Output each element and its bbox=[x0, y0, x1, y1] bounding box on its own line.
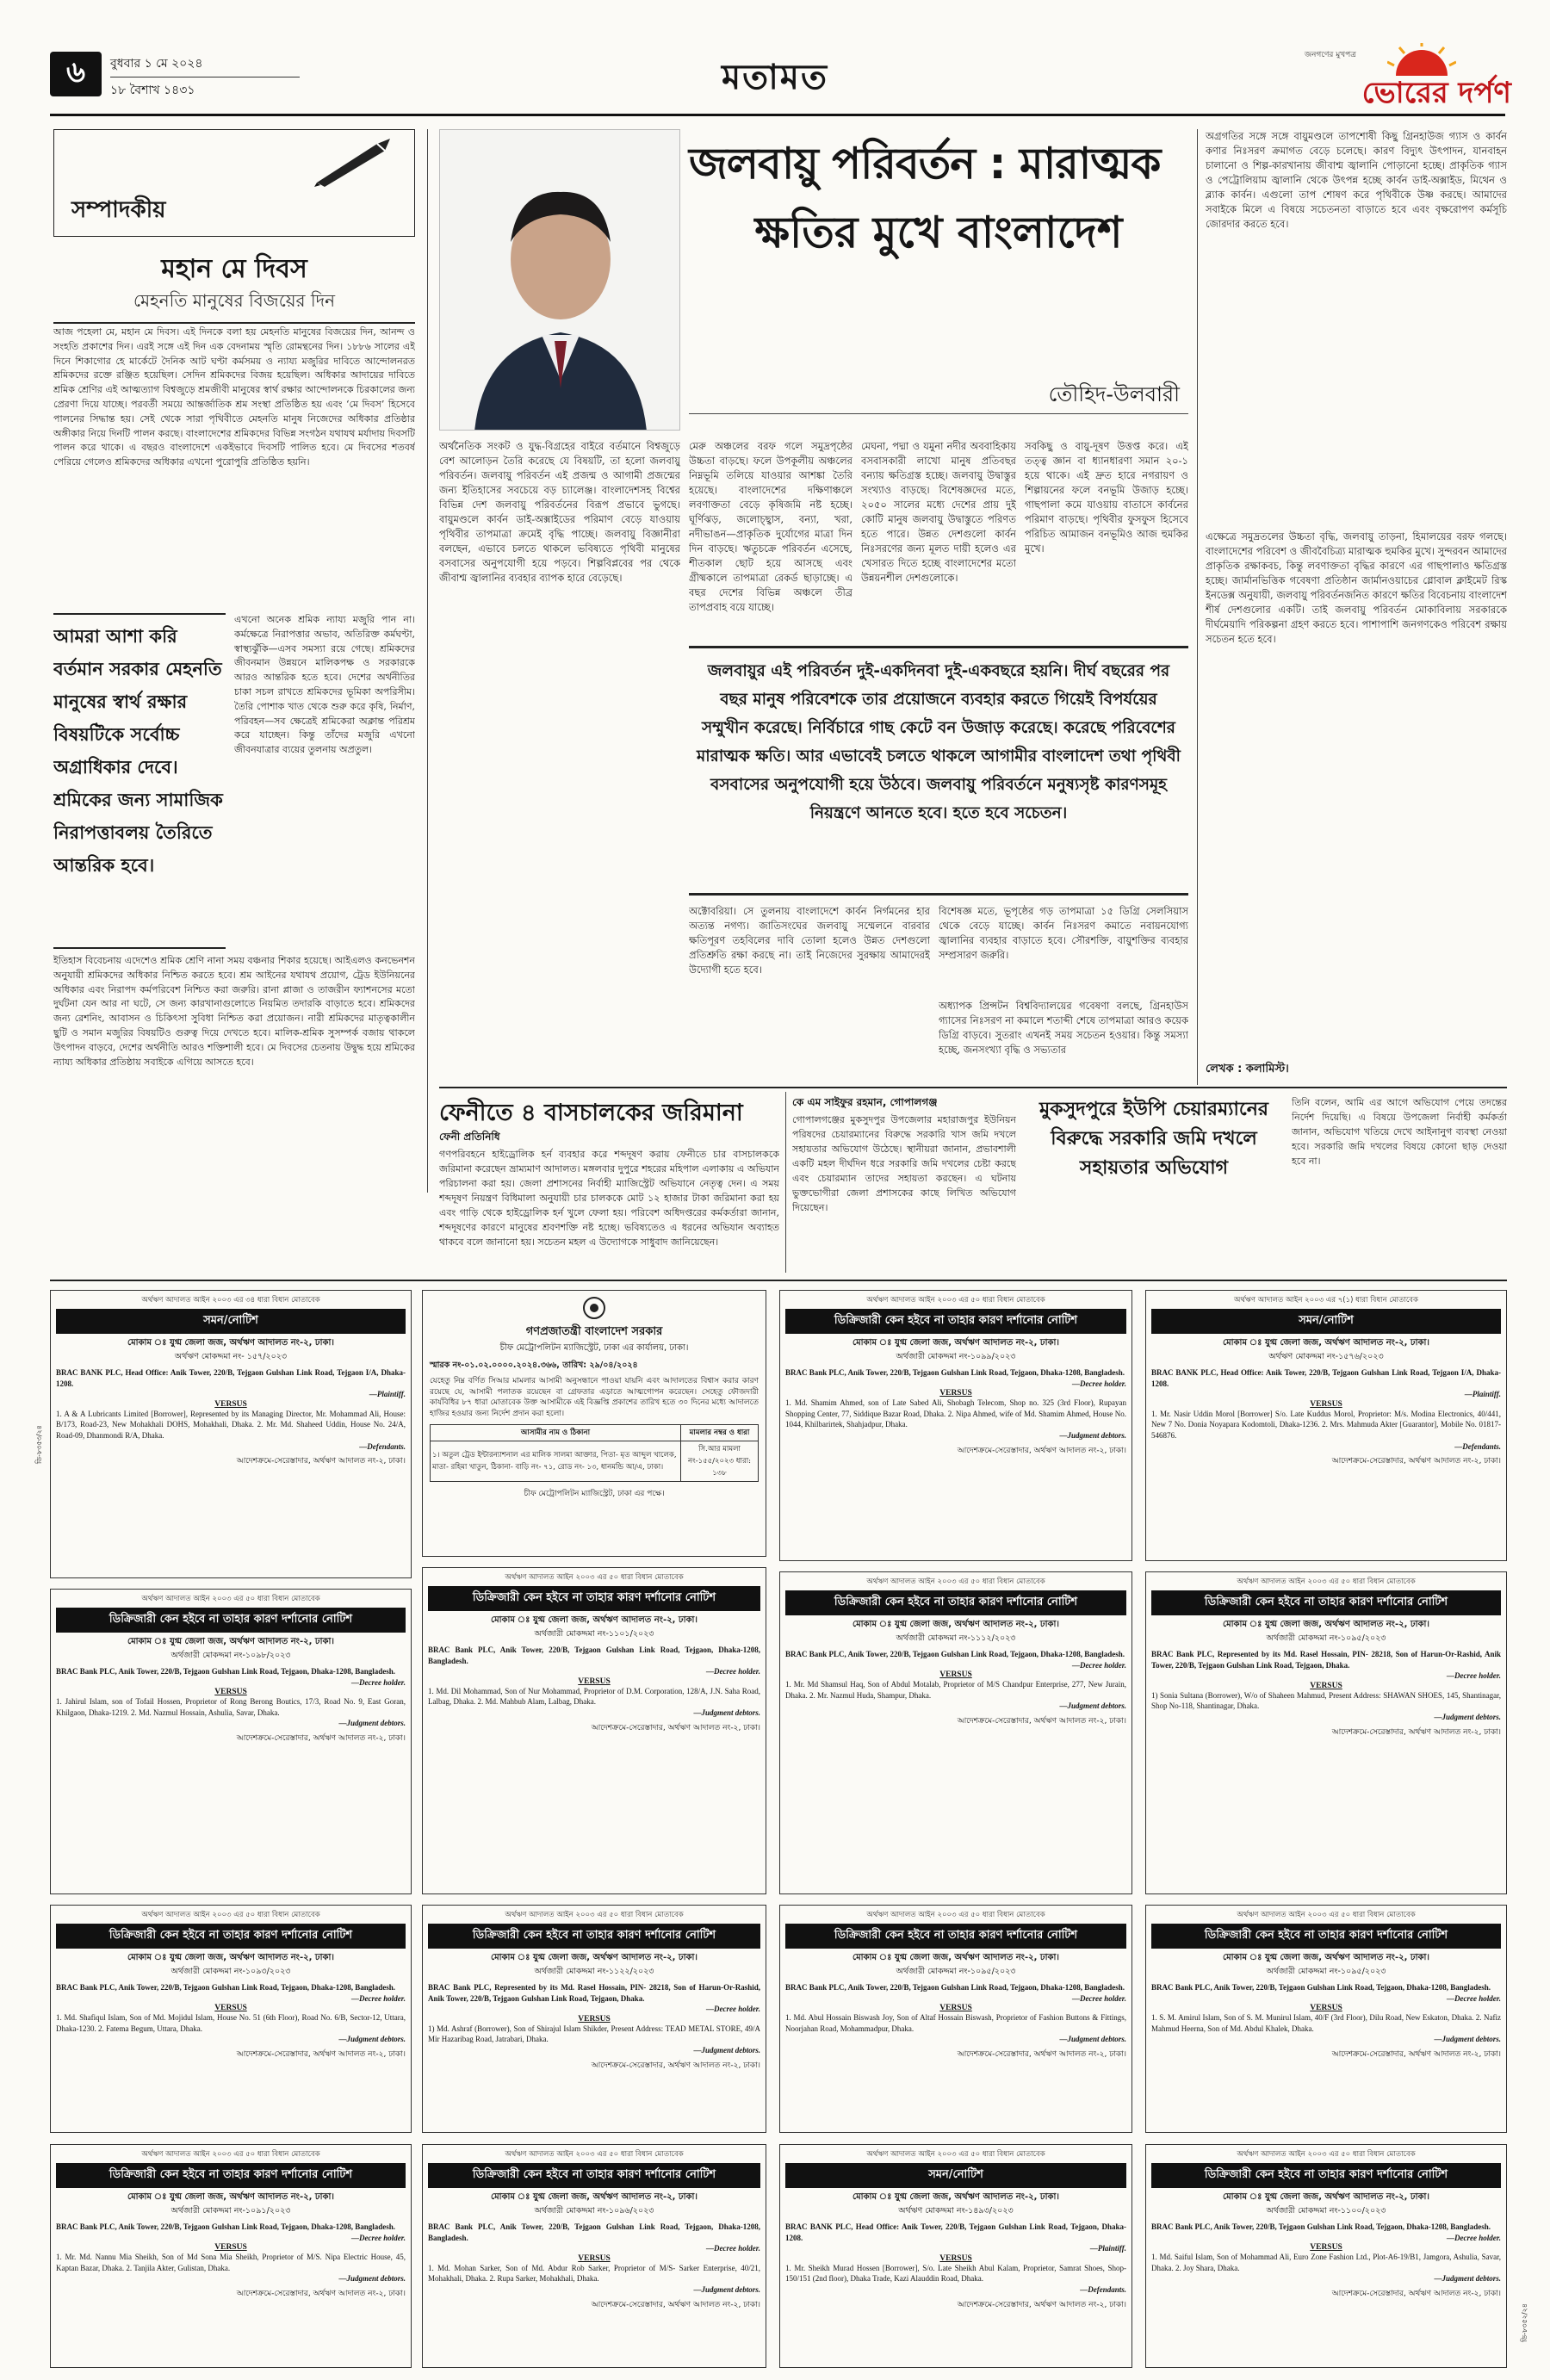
notice-plaintiff: BRAC Bank PLC, Anik Tower, 220/B, Tejgaon Gulshan Link Road, Tejgaon, Dhaka-1208, Bangladesh. bbox=[428, 2222, 760, 2242]
notice-case-number: অর্থজারী মোকদ্দমা নং-১০৯৫/২০২৩ bbox=[896, 1967, 1016, 1976]
notice-heading: ডিক্রিজারী কেন হইবে না তাহার কারণ দর্শানোর নোটিশ bbox=[1151, 1590, 1501, 1615]
legal-notice bbox=[50, 1290, 412, 1578]
lead-author: তৌহিদ-উলবারী bbox=[1048, 382, 1180, 406]
notice-role: —Judgment debtors. bbox=[1059, 1430, 1126, 1440]
notice-court: মোকাম ঃ যুগ্ম জেলা জজ, অর্থঋণ আদালত নং-২, ঢাকা। bbox=[127, 2192, 334, 2202]
legal-notice bbox=[1145, 2144, 1507, 2368]
notice-footer: আদেশক্রমে-সেরেস্তাদার, অর্থঋণ আদালত নং-২, ঢাকা। bbox=[591, 2300, 760, 2309]
notice-plaintiff: BRAC Bank PLC, Anik Tower, 220/B, Tejgaon Gulshan Link Road, Tejgaon, Dhaka-1208, Bangladesh. bbox=[56, 1667, 396, 1676]
lead-title bbox=[689, 129, 1188, 276]
notice-law: অর্থঋণ আদালত আইন ২০০৩ এর ৭(১) ধারা বিধান মোতাবেক bbox=[1234, 1296, 1418, 1305]
bangladesh-emblem-icon bbox=[430, 1296, 759, 1323]
notice-defendant: 1. Md. Saiful Islam, Son of Mohammad Ali, Euro Zone Fashion Ltd., Plot-A6-19/B1, Jamgora, Ashulia, Savar, Dhaka. 2. Joy Shara, Dhaka. bbox=[1151, 2253, 1501, 2272]
notice-versus: VERSUS bbox=[578, 1677, 611, 1686]
notice-court: মোকাম ঃ যুগ্ম জেলা জজ, অর্থঋণ আদালত নং-২, ঢাকা। bbox=[491, 1615, 698, 1625]
govt-table-head-a: আসামীর নাম ও ঠিকানা bbox=[431, 1425, 681, 1441]
notice-role: —Decree holder. bbox=[1447, 2233, 1501, 2242]
notice-plaintiff: BRAC Bank PLC, Anik Tower, 220/B, Tejgaon Gulshan Link Road, Tejgaon, Dhaka-1208, Bangladesh. bbox=[785, 1368, 1125, 1377]
notice-role: —Decree holder. bbox=[1072, 1660, 1126, 1670]
notice-footer: আদেশক্রমে-সেরেস্তাদার, অর্থঋণ আদালত নং-২, ঢাকা। bbox=[236, 1733, 406, 1743]
ads-top-rule bbox=[50, 1280, 1507, 1281]
notice-heading: ডিক্রিজারী কেন হইবে না তাহার কারণ দর্শানোর নোটিশ bbox=[785, 1309, 1126, 1334]
notice-role: —Judgment debtors. bbox=[1059, 1701, 1126, 1711]
legal-notice bbox=[1145, 1905, 1507, 2133]
lead-col-a: অর্থনৈতিক সংকট ও যুদ্ধ-বিগ্রহের বাইরে বর্তমানে বিশ্বজুড়ে বেশ আলোড়ন তৈরি করেছে যে বিষয়টি, তা হলো জলবায়ু পরিবর্তন। জলবায়ু পরিবর্তন এই প্রজন্ম ও আগামী প্রজন্মের জন্য ইতিহাসের সবচেয়ে বড় চ্যালেঞ্জ। বাংলাদেশসহ বিশ্বের বিভিন্ন দেশ জলবায়ু পরিবর্তনের বিরূপ প্রভাবে ভুগছে। বায়ুমণ্ডলে কার্বন ডাই-অক্সাইডের পরিমাণ বেড়ে যাওয়ায় পৃথিবীর তাপমাত্রা ক্রমেই বৃদ্ধি পাচ্ছে। জলবায়ু বিজ্ঞানীরা বলছেন, এভাবে চলতে থাকলে ভবিষ্যতে পৃথিবী মানুষের বসবাসের অনুপযোগী হয়ে পড়বে। শিল্পবিপ্লবের পর থেকে জীবাশ্ম জ্বালানির ব্যবহার ব্যাপক হারে বেড়েছে। bbox=[439, 440, 680, 584]
notice-court: মোকাম ঃ যুগ্ম জেলা জজ, অর্থঋণ আদালত নং-২, ঢাকা। bbox=[1223, 1620, 1429, 1629]
notice-defendant: 1. Mr. Md Shamsul Haq, Son of Abdul Motalab, Proprietor of M/S Chandpur Enterprise, 277, New Jurain, Dhaka. 2. Mr. Nazmul Huda, Shampur, Dhaka. bbox=[785, 1680, 1126, 1700]
editorial-title: মহান মে দিবস bbox=[161, 254, 307, 284]
editorial-body-3: ইতিহাস বিবেচনায় এদেশেও শ্রমিক শ্রেণি নানা সময় বঞ্চনার শিকার হয়েছে। আইএলও কনভেনশন অনুযায়ী শ্রমিকদের অধিকার নিশ্চিত করতে হবে। শ্রম আইনের যথাযথ প্রয়োগ, ট্রেড ইউনিয়নের অধিকার এবং নিরাপদ কর্মপরিবেশ নিশ্চিত করা জরুরি। রানা প্লাজা ও তাজরীন ফ্যাশনসের মতো দুর্ঘটনা যেন আর না ঘটে, সে জন্য কারখানাগুলোতে নিয়মিত তদারকি বাড়াতে হবে। শ্রমিকদের জন্য রেশনিং, আবাসন ও চিকিৎসা সুবিধা নিশ্চিত করা প্রয়োজন। নারী শ্রমিকদের মাতৃত্বকালীন ছুটি ও সমান মজুরির বিষয়টিও গুরুত্ব দিয়ে দেখতে হবে। মালিক-শ্রমিক সুসম্পর্ক বজায় থাকলে উৎপাদন বাড়বে, দেশের অর্থনীতি আরও শক্তিশালী হবে। মে দিবসের চেতনায় উদ্বুদ্ধ হয়ে শ্রমিকের ন্যায্য অধিকার প্রতিষ্ঠায় সবাইকে এগিয়ে আসতে হবে। bbox=[53, 955, 415, 1068]
notice-heading: ডিক্রিজারী কেন হইবে না তাহার কারণ দর্শানোর নোটিশ bbox=[1151, 1924, 1501, 1949]
notice-law: অর্থঋণ আদালত আইন ২০০৩ এর ৩৪ ধারা বিধান মোতাবেক bbox=[141, 1296, 320, 1305]
notice-court: মোকাম ঃ যুগ্ম জেলা জজ, অর্থঋণ আদালত নং-২, ঢাকা। bbox=[852, 1953, 1059, 1962]
notice-role: —Decree holder. bbox=[351, 1993, 406, 2003]
notice-footer: আদেশক্রমে-সেরেস্তাদার, অর্থঋণ আদালত নং-২, ঢাকা। bbox=[591, 1723, 760, 1732]
page-number-badge bbox=[50, 52, 102, 96]
govt-table-head-b: মামলার নম্বর ও ধারা bbox=[681, 1425, 759, 1441]
notice-footer: আদেশক্রমে-সেরেস্তাদার, অর্থঋণ আদালত নং-২, ঢাকা। bbox=[591, 2061, 760, 2070]
notice-defendant: 1. Md. Dil Mohammad, Son of Nur Mohammad, Proprietor of D.M. Corporation, 128/A, J.N. Saha Road, Lalbag, Dhaka. 2. Md. Mahbub Alam, Lalbag, Dhaka. bbox=[428, 1686, 760, 1707]
notice-defendant: 1. Md. Mohan Sarker, Son of Md. Abdur Rob Sarker, Proprietor of M/S- Sarker Enterprise, 40/21, Mohakhali, Dhaka. 2. Rupa Sarker, Mohakhali, Dhaka. bbox=[428, 2263, 760, 2284]
notice-role: —Judgment debtors. bbox=[1434, 2035, 1501, 2044]
legal-notice bbox=[779, 2144, 1132, 2368]
notice-footer: আদেশক্রমে-সেরেস্তাদার, অর্থঋণ আদালত নং-২, ঢাকা। bbox=[1331, 1727, 1501, 1737]
notice-plaintiff: BRAC Bank PLC, Anik Tower, 220/B, Tejgaon Gulshan Link Road, Tejgaon, Dhaka-1208, Bangladesh. bbox=[1151, 1983, 1491, 1992]
notice-case-number: অর্থজারী মোকদ্দমা নং-১১২২/২০২৩ bbox=[534, 1967, 654, 1976]
notice-plaintiff: BRAC Bank PLC, Anik Tower, 220/B, Tejgaon Gulshan Link Road, Tejgaon, Dhaka-1208, Bangladesh. bbox=[428, 1646, 760, 1665]
notice-versus: VERSUS bbox=[939, 1389, 972, 1398]
notice-role: —Decree holder. bbox=[1447, 1993, 1501, 2003]
govt-table bbox=[430, 1424, 759, 1482]
notice-plaintiff: BRAC Bank PLC, Anik Tower, 220/B, Tejgaon Gulshan Link Road, Tejgaon, Dhaka-1208, Bangladesh. bbox=[785, 1650, 1125, 1658]
notice-law: অর্থঋণ আদালত আইন ২০০৩ এর ৫০ ধারা বিধান মোতাবেক bbox=[141, 1911, 320, 1919]
notice-law: অর্থঋণ আদালত আইন ২০০৩ এর ৫০ ধারা বিধান মোতাবেক bbox=[866, 1911, 1045, 1919]
notice-law: অর্থঋণ আদালত আইন ২০০৩ এর ৫০ ধারা বিধান মোতাবেক bbox=[141, 1595, 320, 1603]
notice-versus: VERSUS bbox=[578, 2253, 611, 2263]
notice-footer: আদেশক্রমে-সেরেস্তাদার, অর্থঋণ আদালত নং-২, ঢাকা। bbox=[1331, 2049, 1501, 2059]
legal-notice bbox=[50, 1905, 412, 2133]
notice-defendant: 1. Mr. Nasir Uddin Morol [Borrower] S/o. Late Kuddus Morol, Proprietor: M/s. Modina Electronics, 40/441, New 7 No. Donia Noyapara Kodomtoli, Dhaka-1236. 2. Mrs. Mahmuda Akter [Guarantor], Mobile No. 01817-546876. bbox=[1151, 1409, 1501, 1440]
notice-case-number: অর্থজারী মোকদ্দমা নং-১১০১/২০২৩ bbox=[534, 1629, 654, 1639]
news2-byline: কে এম সাইফুর রহমান, গোপালগঞ্জ bbox=[792, 1096, 938, 1108]
notice-law: অর্থঋণ আদালত আইন ২০০৩ এর ৫০ ধারা বিধান মোতাবেক bbox=[866, 1296, 1045, 1305]
news1-byline: ফেনী প্রতিনিধি bbox=[439, 1131, 500, 1143]
notice-footer: আদেশক্রমে-সেরেস্তাদার, অর্থঋণ আদালত নং-২, ঢাকা। bbox=[236, 2289, 406, 2298]
govt-notice bbox=[422, 1290, 766, 1557]
notice-heading: ডিক্রিজারী কেন হইবে না তাহার কারণ দর্শানোর নোটিশ bbox=[56, 1924, 406, 1949]
notice-court: মোকাম ঃ যুগ্ম জেলা জজ, অর্থঋণ আদালত নং-২, ঢাকা। bbox=[852, 1338, 1059, 1348]
date-block bbox=[110, 53, 300, 101]
notice-case-number: অর্থজারী মোকদ্দমা নং-১১০০/২০২৩ bbox=[1266, 2206, 1386, 2216]
notice-plaintiff: BRAC Bank PLC, Anik Tower, 220/B, Tejgaon Gulshan Link Road, Tejgaon, Dhaka-1208, Bangladesh. bbox=[56, 2222, 396, 2231]
notice-role: —Decree holder. bbox=[1072, 1993, 1126, 2003]
notice-footer: আদেশক্রমে-সেরেস্তাদার, অর্থঋণ আদালত নং-২, ঢাকা। bbox=[236, 2049, 406, 2059]
notice-defendant: 1. Mr. Md. Nannu Mia Sheikh, Son of Md Sona Mia Sheikh, Proprietor of M/S. Nipa Electric House, 45, Kaptan Bazar, Dhaka. 2. Tanjila Akter, Gulistan, Dhaka. bbox=[56, 2253, 406, 2272]
notice-defendant: 1. Jahirul Islam, son of Tofail Hossen, Proprietor of Rong Berong Boutics, 17/3, Road No. 9, East Goran, Khilgaon, Dhaka-1219. 2. Md. Nazmul Hossain, Ashulia, Savar, Dhaka. bbox=[56, 1697, 406, 1717]
legal-notice bbox=[1145, 1571, 1507, 1894]
notice-court: মোকাম ঃ যুগ্ম জেলা জজ, অর্থঋণ আদালত নং-২, ঢাকা। bbox=[127, 1637, 334, 1646]
legal-notice bbox=[50, 1589, 412, 1894]
legal-notice bbox=[422, 1567, 766, 1894]
column-rule bbox=[427, 129, 428, 1193]
notice-case-number: অর্থজারী মোকদ্দমা নং-১০৯৫/২০২৩ bbox=[1266, 1967, 1386, 1976]
notice-versus: VERSUS bbox=[939, 1670, 972, 1680]
notice-defendant: 1. Md. Shamim Ahmed, son of Late Sabed Ali, Shobagh Telecom, Shop no. 325 (3rd Floor), Rupayan Shopping Center, 77, Siddique Bazar Road, Dhaka. 2. Nipa Ahmed, wife of Md. Shamim Ahmed, House No. 1044, Khilbarirtek, Shahjadpur, Dhaka. bbox=[785, 1398, 1126, 1429]
editorial-body: আজ পহেলা মে, মহান মে দিবস। এই দিনকে বলা হয় মেহনতি মানুষের বিজয়ের দিন, আনন্দ ও সংহতি প্রকাশের দিন। এরই সঙ্গে এই দিন এক বেদনাময় স্মৃতি রোমন্থনের দিন। ১৮৮৬ সালের এই দিনে শিকাগোর হে মার্কেটে দৈনিক আট ঘণ্টা কর্মসময় ও ন্যায্য মজুরির দাবিতে আন্দোলনরত শ্রমিকদের রক্তে রঞ্জিত হয়েছিল। সেদিন শ্রমিকদের বিজয় হয়েছিল। অধিকার আদায়ের দাবিতে শ্রমিক শ্রেণির এই আত্মত্যাগ বিশ্বজুড়ে শ্রমজীবী মানুষের স্বার্থ রক্ষার আন্দোলনকে চিরকালের জন্য প্রেরণা দিয়ে যাচ্ছে। পরবর্তী সময়ে আন্তর্জাতিক শ্রম সংস্থা প্রতিষ্ঠিত হয় এবং ‘মে দিবস’ হিসেবে পালনের সিদ্ধান্ত হয়। সেই থেকে সারা পৃথিবীতে মেহনতি মানুষ নিজেদের অধিকার প্রতিষ্ঠার অঙ্গীকার নিয়ে দিনটি পালন করছে। বাংলাদেশের শ্রমিকদের বিভিন্ন সংগঠন যথাযথ মর্যাদায় দিবসটি পালন করে থাকে। এ বছরও বাংলাদেশে একইভাবে দিবসটি পালিত হবে। মে দিবসের শতবর্ষ পেরিয়ে গেলেও শ্রমিকদের অধিকার এখনো পুরোপুরি প্রতিষ্ঠিত হয়নি। bbox=[53, 326, 415, 468]
column-rule bbox=[785, 1092, 786, 1273]
notice-role: —Judgment debtors. bbox=[693, 2284, 760, 2294]
notice-role: —Decree holder. bbox=[1447, 1671, 1501, 1681]
legal-notice bbox=[50, 2144, 412, 2368]
notice-defendant: 1. A & A Lubricants Limited [Borrower], Represented by its Managing Director, Mr. Mohammad Ali, House: B/173, Road-23, New Mohakhali DOHS, Mohakhali, Dhaka. 2. Mr. Md. Shaheed Uddin, House No. 24/A, Road-09, Dhanmondi R/A, Dhaka. bbox=[56, 1409, 406, 1440]
author-rule bbox=[689, 413, 1188, 414]
notice-law: অর্থঋণ আদালত আইন ২০০৩ এর ৫০ ধারা বিধান মোতাবেক bbox=[1237, 1911, 1416, 1919]
notice-heading: ডিক্রিজারী কেন হইবে না তাহার কারণ দর্শানোর নোটিশ bbox=[428, 2163, 760, 2188]
lead-col-b: মেরু অঞ্চলের বরফ গলে সমুদ্রপৃষ্ঠের উচ্চতা বাড়ছে। ফলে উপকূলীয় অঞ্চলের নিম্নভূমি তলিয়ে যাওয়ার আশঙ্কা তৈরি হয়েছে। বাংলাদেশের দক্ষিণাঞ্চলে লবণাক্ততা বেড়ে কৃষিজমি নষ্ট হচ্ছে। ঘূর্ণিঝড়, জলোচ্ছ্বাস, বন্যা, খরা, নদীভাঙন—প্রাকৃতিক দুর্যোগের মাত্রা দিন দিন বাড়ছে। ঋতুচক্রে পরিবর্তন এসেছে, শীতকাল ছোট হয়ে আসছে এবং গ্রীষ্মকালে তাপমাত্রা রেকর্ড ছাড়াচ্ছে। এ বছর দেশের বিভিন্ন অঞ্চলে তীব্র তাপপ্রবাহ বয়ে যাচ্ছে। bbox=[689, 440, 852, 613]
notice-case-number: অর্থজারী মোকদ্দমা নং-১০৯১/২০২৩ bbox=[170, 2206, 291, 2216]
notice-case-number: অর্থজারী মোকদ্দমা নং-১০৯৩/২০২৩ bbox=[170, 1967, 291, 1976]
notice-footer: আদেশক্রমে-সেরেস্তাদার, অর্থঋণ আদালত নং-২, ঢাকা। bbox=[957, 2300, 1126, 2309]
lead-pullquote: জলবায়ুর এই পরিবর্তন দুই-একদিনবা দুই-একবছরে হয়নি। দীর্ঘ বছরের পর বছর মানুষ পরিবেশকে তার প্রয়োজনে ব্যবহার করতে গিয়েই বিপর্যয়ের সম্মুখীন করেছে। নির্বিচারে গাছ কেটে বন উজাড় করেছে। করেছে পরিবেশের মারাত্মক ক্ষতি। আর এভাবেই চলতে থাকলে আগামীর বাংলাদেশ তথা পৃথিবী বসবাসের অনুপযোগী হয়ে উঠবে। জলবায়ু পরিবর্তনে মনুষ্যসৃষ্ট কারণসমূহ নিয়ন্ত্রণে আনতে হবে। হতে হবে সচেতন। bbox=[697, 662, 1181, 822]
lead-col-f: বিশেষজ্ঞ মতে, ভূপৃষ্ঠের গড় তাপমাত্রা ১৫ ডিগ্রি সেলসিয়াস থেকে বেড়ে যাচ্ছে। কার্বন নিঃসরণ কমাতে নবায়নযোগ্য জ্বালানির ব্যবহার বাড়াতে হবে। সৌরশক্তি, বায়ুশক্তির ব্যবহার সম্প্রসারণ জরুরি। bbox=[939, 905, 1188, 961]
notice-role: —Defendants. bbox=[1080, 2284, 1126, 2294]
section-title: মতামত bbox=[721, 57, 829, 97]
notice-heading: সমন/নোটিশ bbox=[56, 1309, 406, 1334]
page-number: ৬ bbox=[65, 54, 86, 90]
portrait-image bbox=[440, 130, 680, 431]
notice-role: —Decree holder. bbox=[706, 1667, 760, 1677]
lead-col-g: অধ্যাপক প্রিন্সটন বিশ্ববিদ্যালয়ের গবেষণা বলছে, গ্রিনহাউস গ্যাসের নিঃসরণ না কমালে শতাব্দী শেষে তাপমাত্রা আরও কয়েক ডিগ্রি বাড়বে। সুতরাং এখনই সময় সচেতন হওয়ার। কিন্তু সমস্যা হচ্ছে, জনসংখ্যা বৃদ্ধি ও সভ্যতার bbox=[939, 1000, 1188, 1056]
notice-court: মোকাম ঃ যুগ্ম জেলা জজ, অর্থঋণ আদালত নং-২, ঢাকা। bbox=[1223, 2192, 1429, 2202]
lead-col-i: এক্ষেত্রে সমুদ্রতলের উচ্চতা বৃদ্ধি, জলবায়ু তাড়না, হিমালয়ের বরফ গলছে। বাংলাদেশের পরিবেশ ও জীববৈচিত্র্য মারাত্মক হুমকির মুখে। সুন্দরবন আমাদের প্রাকৃতিক রক্ষাকবচ, কিন্তু লবণাক্ততা বৃদ্ধির কারণে এর গাছপালাও ক্ষতিগ্রস্ত হচ্ছে। জার্মানভিত্তিক গবেষণা প্রতিষ্ঠান জার্মানওয়াচের গ্লোবাল ক্লাইমেট রিস্ক ইনডেক্স অনুযায়ী, জলবায়ু পরিবর্তনজনিত কারণে ক্ষতির বিবেচনায় বাংলাদেশ শীর্ষ দেশগুলোর একটি। তাই জলবায়ু পরিবর্তন মোকাবিলায় সরকারকে দীর্ঘমেয়াদি পরিকল্পনা গ্রহণ করতে হবে। পাশাপাশি জনগণকেও পরিবেশ রক্ষায় সচেতন হতে হবে। bbox=[1206, 530, 1507, 645]
notice-role: —Decree holder. bbox=[1072, 1379, 1126, 1388]
column-rule bbox=[1197, 129, 1198, 1085]
notice-law: অর্থঋণ আদালত আইন ২০০৩ এর ৫০ ধারা বিধান মোতাবেক bbox=[1237, 1577, 1416, 1586]
notice-case-number: অর্থজারী মোকদ্দমা নং-১০৯৬/২০২৩ bbox=[534, 2206, 654, 2216]
legal-notice bbox=[422, 1905, 766, 2133]
notice-footer: আদেশক্রমে-সেরেস্তাদার, অর্থঋণ আদালত নং-২, ঢাকা। bbox=[1331, 1457, 1501, 1466]
notice-footer: আদেশক্রমে-সেরেস্তাদার, অর্থঋণ আদালত নং-২, ঢাকা। bbox=[957, 2049, 1126, 2059]
notice-case-number: অর্থঋণ মোকদ্দমা নং- ১৫৭/২০২৩ bbox=[174, 1352, 288, 1361]
notice-plaintiff: BRAC Bank PLC, Represented by its Md. Rasel Hossain, PIN- 28218, Son of Harun-Or-Rashid, Anik Tower, 220/B, Tejgaon Gulshan Link Road, Tejgaon, Dhaka. bbox=[1151, 1650, 1501, 1670]
notice-versus: VERSUS bbox=[1310, 1399, 1342, 1409]
lead-col-c: মেঘনা, পদ্মা ও যমুনা নদীর অববাহিকায় বসবাসকারী লাখো মানুষ প্রতিবছর বন্যায় ক্ষতিগ্রস্ত হচ্ছে। জলবায়ু উদ্বাস্তুর সংখ্যাও বাড়ছে। বিশেষজ্ঞদের মতে, ২০৫০ সালের মধ্যে দেশের প্রায় দুই কোটি মানুষ জলবায়ু উদ্বাস্তুতে পরিণত হতে পারে। উন্নত দেশগুলো কার্বন নিঃসরণের জন্য মূলত দায়ী হলেও এর খেসারত দিতে হচ্ছে বাংলাদেশের মতো উন্নয়নশীল দেশগুলোকে। bbox=[861, 440, 1016, 584]
notice-role: —Judgment debtors. bbox=[693, 2045, 760, 2055]
notice-footer: আদেশক্রমে-সেরেস্তাদার, অর্থঋণ আদালত নং-২, ঢাকা। bbox=[957, 1446, 1126, 1455]
notice-role: —Judgment debtors. bbox=[338, 2274, 406, 2284]
notice-court: মোকাম ঃ যুগ্ম জেলা জজ, অর্থঋণ আদালত নং-২, ঢাকা। bbox=[491, 2192, 698, 2202]
notice-heading: ডিক্রিজারী কেন হইবে না তাহার কারণ দর্শানোর নোটিশ bbox=[1151, 2163, 1501, 2188]
notice-heading: ডিক্রিজারী কেন হইবে না তাহার কারণ দর্শানোর নোটিশ bbox=[56, 1608, 406, 1633]
notice-role: —Judgment debtors. bbox=[1059, 2035, 1126, 2044]
editorial-pullquote: আমরা আশা করি বর্তমান সরকার মেহনতি মানুষের স্বার্থ রক্ষার বিষয়টিকে সর্বোচ্চ অগ্রাধিকার দেবে। শ্রমিকের জন্য সামাজিক নিরাপত্তাবলয় তৈরিতে আন্তরিক হবে। bbox=[53, 613, 226, 949]
editorial-subtitle: মেহনতি মানুষের বিজয়ের দিন bbox=[53, 288, 415, 324]
masthead-logo bbox=[1305, 41, 1511, 110]
notice-defendant: 1) Sonia Sultana (Borrower), W/o of Shaheen Mahmud, Present Address: SHAWAN SHOES, 145, Shantinagar, Shop No-118, Shantinagar, Dhaka. bbox=[1151, 1690, 1501, 1711]
logo-tagline: জনগণের মুখপত্র bbox=[1305, 51, 1356, 59]
notice-case-number: অর্থঋণ মোকদ্দমা নং-১৫৭৬/২০২৩ bbox=[1268, 1352, 1384, 1361]
lead-col-h: অগ্রগতির সঙ্গে সঙ্গে বায়ুমণ্ডলে তাপশোষী কিছু গ্রিনহাউজ গ্যাস ও কার্বন কণার নিঃসরণ ক্রমাগত বেড়ে চলেছে। কারণ বিদ্যুৎ উৎপাদন, যানবাহন চালানো ও শিল্প-কারখানায় জীবাশ্ম জ্বালানি পোড়ানো হচ্ছে। প্রাকৃতিক গ্যাস ও পেট্রোলিয়াম জ্বালানি থেকে উৎপন্ন হচ্ছে কার্বন ডাই-অক্সাইড, মিথেন ও ব্ল্যাক কার্বন। এগুলো তাপ শোষণ করে পৃথিবীকে উষ্ণ করছে। আমাদের সবাইকে মিলে এ বিষয়ে সচেতনতা বাড়াতে হবে এবং বৃক্ষরোপণ কর্মসূচি জোরদার করতে হবে। bbox=[1206, 130, 1507, 230]
govt-table-cell-a: ১। অতুল ট্রেড ইন্টারন্যাশনাল এর মালিক সালমা আক্তার, পিতা- মৃত আব্দুল খালেক, মাতা- রহিমা খাতুন, ঠিকানা- বাড়ি নং- ৭১, রোড নং- ১৩, ধানমন্ডি আ/এ, ঢাকা। bbox=[431, 1441, 681, 1482]
legal-notice bbox=[779, 1571, 1132, 1894]
notice-role: —Defendants. bbox=[1454, 1441, 1501, 1451]
notice-plaintiff: BRAC Bank PLC, Anik Tower, 220/B, Tejgaon Gulshan Link Road, Tejgaon, Dhaka-1208, Bangladesh. bbox=[785, 1983, 1125, 1992]
notice-versus: VERSUS bbox=[1310, 1681, 1342, 1690]
notice-law: অর্থঋণ আদালত আইন ২০০৩ এর ৫০ ধারা বিধান মোতাবেক bbox=[866, 2150, 1045, 2159]
news2-body-a: গোপালগঞ্জের মুকসুদপুর উপজেলার মহারাজপুর ইউনিয়ন পরিষদের চেয়ারম্যানের বিরুদ্ধে সরকারি খাস জমি দখলে সহায়তার অভিযোগ উঠেছে। স্থানীয়রা জানান, প্রভাবশালী একটি মহল দীর্ঘদিন ধরে সরকারি জমি দখলের চেষ্টা করছে এবং চেয়ারম্যান তাদের সহায়তা করছেন। এ ঘটনায় ভুক্তভোগীরা জেলা প্রশাসকের কাছে লিখিত অভিযোগ দিয়েছেন। bbox=[792, 1114, 1016, 1213]
notice-case-number: অর্থঋণ মোকদ্দমা নং-১৪৯৩/২০২৩ bbox=[898, 2206, 1014, 2216]
notice-court: মোকাম ঃ যুগ্ম জেলা জজ, অর্থঋণ আদালত নং-২, ঢাকা। bbox=[852, 1620, 1059, 1629]
notice-plaintiff: BRAC Bank PLC, Anik Tower, 220/B, Tejgaon Gulshan Link Road, Tejgaon, Dhaka-1208, Bangladesh. bbox=[1151, 2222, 1491, 2231]
notice-law: অর্থঋণ আদালত আইন ২০০৩ এর ৫০ ধারা বিধান মোতাবেক bbox=[141, 2150, 320, 2159]
date-bangla: ১৮ বৈশাখ ১৪৩১ bbox=[110, 84, 195, 97]
notice-role: —Plaintiff. bbox=[1464, 1390, 1501, 1399]
logo-name: ভোরের দর্পণ bbox=[1361, 76, 1511, 110]
notice-heading: সমন/নোটিশ bbox=[1151, 1309, 1501, 1334]
notice-footer: আদেশক্রমে-সেরেস্তাদার, অর্থঋণ আদালত নং-২, ঢাকা। bbox=[236, 1457, 406, 1466]
notice-heading: ডিক্রিজারী কেন হইবে না তাহার কারণ দর্শানোর নোটিশ bbox=[785, 1590, 1126, 1615]
notice-case-number: অর্থজারী মোকদ্দমা নং-১০৯৮/২০২৩ bbox=[170, 1651, 291, 1660]
news2-title: মুকসুদপুরে ইউপি চেয়ারম্যানের বিরুদ্ধে সরকারি জমি দখলে সহায়তার অভিযোগ bbox=[1039, 1099, 1268, 1179]
notice-heading: ডিক্রিজারী কেন হইবে না তাহার কারণ দর্শানোর নোটিশ bbox=[428, 1586, 760, 1611]
notice-court: মোকাম ঃ যুগ্ম জেলা জজ, অর্থঋণ আদালত নং-২, ঢাকা। bbox=[1223, 1338, 1429, 1348]
notice-law: অর্থঋণ আদালত আইন ২০০৩ এর ৫০ ধারা বিধান মোতাবেক bbox=[1237, 2150, 1416, 2159]
notice-plaintiff: BRAC Bank PLC, Anik Tower, 220/B, Tejgaon Gulshan Link Road, Tejgaon, Dhaka-1208, Bangladesh. bbox=[56, 1983, 396, 1992]
notice-heading: ডিক্রিজারী কেন হইবে না তাহার কারণ দর্শানোর নোটিশ bbox=[428, 1924, 760, 1949]
news1-title: ফেনীতে ৪ বাসচালকের জরিমানা bbox=[439, 1100, 743, 1126]
notice-versus: VERSUS bbox=[1310, 2243, 1342, 2253]
notice-defendant: 1) Md. Ashraf (Borrower), Son of Shirajul Islam Shikder, Present Address: TEAD METAL STORE, 49/A Mir Hazaribag Road, Jatrabari, Dhaka. bbox=[428, 2024, 760, 2044]
lead-pullquote-box bbox=[689, 646, 1188, 896]
notice-plaintiff: BRAC Bank PLC, Represented by its Md. Rasel Hossain, PIN- 28218, Son of Harun-Or-Rashid, Anik Tower, 220/B, Tejgaon Gulshan Link Road, Tejgaon, Dhaka. bbox=[428, 1983, 760, 2003]
govt-memo: স্মারক নং-০১.০২.০০০০.২০২৪.৩৬৬, তারিখ: ২৯/০৪/২০২৪ bbox=[430, 1360, 638, 1370]
lead-writer-credit: লেখক : কলামিস্ট। bbox=[1206, 1063, 1289, 1075]
notice-role: —Plaintiff. bbox=[369, 1390, 406, 1399]
author-photo bbox=[439, 129, 680, 431]
govt-footer: চীফ মেট্রোপলিটন ম্যাজিস্ট্রেট, ঢাকা এর পক্ষে। bbox=[524, 1490, 665, 1498]
notice-versus: VERSUS bbox=[214, 2004, 247, 2013]
govt-title: গণপ্রজাতন্ত্রী বাংলাদেশ সরকার bbox=[525, 1325, 663, 1338]
legal-notice bbox=[422, 2144, 766, 2368]
margin-code-right: ডি-৮৩৫২/২৪ bbox=[1521, 2303, 1528, 2342]
news1-body: গণপরিবহনে হাইড্রোলিক হর্ন ব্যবহার করে শব্দদূষণ করায় ফেনীতে চার বাসচালককে জরিমানা করেছেন ভ্রাম্যমাণ আদালত। মঙ্গলবার দুপুরে শহরের মহিপাল এলাকায় এ অভিযান পরিচালনা করা হয়। জেলা প্রশাসনের নির্বাহী ম্যাজিস্ট্রেট অভিযানে নেতৃত্ব দেন। এ সময় শব্দদূষণ নিয়ন্ত্রণ বিধিমালা অনুযায়ী চার চালককে মোট ১২ হাজার টাকা জরিমানা করা হয় এবং গাড়ি থেকে হাইড্রোলিক হর্ন খুলে ফেলা হয়। পরিবেশ অধিদপ্তরের কর্মকর্তারা জানান, শব্দদূষণের কারণে মানুষের শ্রবণশক্তি নষ্ট হচ্ছে। ভবিষ্যতেও এ ধরনের অভিযান অব্যাহত থাকবে বলে জানানো হয়। সচেতন মহল এ উদ্যোগকে সাধুবাদ জানিয়েছেন। bbox=[439, 1149, 779, 1248]
notice-role: —Decree holder. bbox=[351, 1677, 406, 1687]
news2-body-b: তিনি বলেন, আমি এর আগে অভিযোগ পেয়ে তদন্তের নির্দেশ দিয়েছি। এ বিষয়ে উপজেলা নির্বাহী কর্মকর্তা জানান, অভিযোগ খতিয়ে দেখে আইনানুগ ব্যবস্থা নেওয়া হবে। সরকারি জমি দখলের বিষয়ে কোনো ছাড় দেওয়া হবে না। bbox=[1292, 1097, 1507, 1167]
date-gregorian: বুধবার ১ মে ২০২৪ bbox=[110, 53, 300, 77]
notice-role: —Decree holder. bbox=[351, 2233, 406, 2242]
notice-role: —Defendants. bbox=[359, 1441, 406, 1451]
notice-law: অর্থঋণ আদালত আইন ২০০৩ এর ৫০ ধারা বিধান মোতাবেক bbox=[505, 1911, 684, 1919]
notice-versus: VERSUS bbox=[939, 2253, 972, 2263]
legal-notice bbox=[779, 1290, 1132, 1561]
notice-law: অর্থঋণ আদালত আইন ২০০৩ এর ৫০ ধারা বিধান মোতাবেক bbox=[505, 1573, 684, 1582]
lead-col-e: অক্টোবরিয়া। সে তুলনায় বাংলাদেশে কার্বন নির্গমনের হার অত্যন্ত নগণ্য। জাতিসংঘের জলবায়ু সম্মেলনে বারবার ক্ষতিপূরণ তহবিলের দাবি তোলা হলেও উন্নত দেশগুলো প্রতিশ্রুতি রক্ষা করছে না। তাই নিজেদের সুরক্ষায় আমাদেরই উদ্যোগী হতে হবে। bbox=[689, 905, 930, 976]
notice-case-number: অর্থজারী মোকদ্দমা নং-১১১২/২০২৩ bbox=[896, 1633, 1016, 1643]
notice-defendant: 1. Mr. Sheikh Murad Hossen [Borrower], S/o. Late Sheikh Abul Kalam, Proprietor, Samrat Shoes, Shop-150/151 (2nd floor), Dhaka Trade, Kazi Alauddin Road, Dhaka. bbox=[785, 2263, 1126, 2284]
govt-subtitle: চীফ মেট্রোপলিটন ম্যাজিস্ট্রেট, ঢাকা এর কার্যালয়, ঢাকা। bbox=[499, 1343, 689, 1353]
govt-table-cell-b: সি.আর মামলা নং-১৫৫/২০২৩ ধারা: ১৩৮ bbox=[681, 1441, 759, 1482]
notice-court: মোকাম ঃ যুগ্ম জেলা জজ, অর্থঋণ আদালত নং-২, ঢাকা। bbox=[127, 1953, 334, 1962]
notice-court: মোকাম ঃ যুগ্ম জেলা জজ, অর্থঋণ আদালত নং-২, ঢাকা। bbox=[1223, 1953, 1429, 1962]
editorial-box bbox=[53, 129, 415, 237]
notice-heading: সমন/নোটিশ bbox=[785, 2163, 1126, 2188]
legal-notice bbox=[1145, 1290, 1507, 1561]
pen-icon bbox=[313, 135, 407, 190]
govt-body: যেহেতু নিম্ন বর্ণিত সিআর মামলার আসামী অনুসন্ধানে পাওয়া যায়নি এবং আদালতের বিশ্বাস করার কারণ রয়েছে যে, আসামী পলাতক রয়েছেন বা গ্রেফতার এড়াতে আত্মগোপন করেছেন। সেহেতু ফৌজদারী কার্যবিধির ৮৭ ধারা মোতাবেক উক্ত আসামীকে এই বিজ্ঞপ্তি প্রকাশের তারিখ হতে ৩০ দিনের মধ্যে আদালতে হাজির হওয়ার জন্য নির্দেশ প্রদান করা হলো। bbox=[430, 1377, 759, 1418]
lead-col-d: সবকিছু ও বায়ু-দূষণ উত্তপ্ত করে। এই তত্ত্ব জ্ঞান বা ধ্যানধারণা সমান ২০-১ হয়ে থাকে। এই দ্রুত হারে নগরায়ণ ও শিল্পায়নের ফলে বনভূমি উজাড় হচ্ছে। গাছপালা কমে যাওয়ায় বাতাসে কার্বনের পরিমাণ বাড়ছে। পৃথিবীর ফুসফুস হিসেবে পরিচিত আমাজন বনভূমিও আজ হুমকির মুখে। bbox=[1025, 440, 1188, 555]
notice-defendant: 1. Md. Abul Hossain Biswash Joy, Son of Altaf Hossain Biswash, Proprietor of Fashion Buttons & Fittings, Noorjahan Road, Mohammadpur, Dhaka. bbox=[785, 2013, 1126, 2033]
notice-role: —Judgment debtors. bbox=[693, 1708, 760, 1717]
notice-case-number: অর্থজারী মোকদ্দমা নং-১০৯৫/২০২৩ bbox=[1266, 1633, 1386, 1643]
notice-heading: ডিক্রিজারী কেন হইবে না তাহার কারণ দর্শানোর নোটিশ bbox=[56, 2163, 406, 2188]
notice-role: —Judgment debtors. bbox=[338, 1719, 406, 1728]
notice-plaintiff: BRAC BANK PLC, Head Office: Anik Tower, 220/B, Tejgaon Gulshan Link Road, Tejgaon I/A, Dhaka-1208. bbox=[1151, 1368, 1501, 1388]
legal-notice bbox=[779, 1905, 1132, 2133]
editorial-body-2: এখনো অনেক শ্রমিক ন্যায্য মজুরি পান না। কর্মক্ষেত্রে নিরাপত্তার অভাব, অতিরিক্ত কর্মঘণ্টা, স্বাস্থ্যঝুঁকি—এসব সমস্যা রয়ে গেছে। শ্রমিকদের জীবনমান উন্নয়নে মালিকপক্ষ ও সরকারকে আরও আন্তরিক হতে হবে। দেশের অর্থনীতির চাকা সচল রাখতে শ্রমিকদের ভূমিকা অপরিসীম। তৈরি পোশাক খাত থেকে শুরু করে কৃষি, নির্মাণ, পরিবহন—সব ক্ষেত্রেই শ্রমিকেরা অক্লান্ত পরিশ্রম করে যাচ্ছেন। কিন্তু তাঁদের মজুরি এখনো জীবনযাত্রার ব্যয়ের তুলনায় অপ্রতুল। bbox=[234, 614, 415, 756]
notice-law: অর্থঋণ আদালত আইন ২০০৩ এর ৫০ ধারা বিধান মোতাবেক bbox=[505, 2150, 684, 2159]
notice-versus: VERSUS bbox=[214, 2243, 247, 2253]
notice-versus: VERSUS bbox=[1310, 2004, 1342, 2013]
notice-defendant: 1. Md. Shafiqul Islam, Son of Md. Mojidul Islam, House No. 51 (6th Floor), Road No. 6/B, Sector-12, Uttara, Dhaka-1230. 2. Fatema Begum, Uttara, Dhaka. bbox=[56, 2013, 406, 2033]
notice-role: —Judgment debtors. bbox=[338, 2035, 406, 2044]
notice-footer: আদেশক্রমে-সেরেস্তাদার, অর্থঋণ আদালত নং-২, ঢাকা। bbox=[957, 1716, 1126, 1726]
lead-title-line1: জলবায়ু পরিবর্তন : মারাত্মক bbox=[689, 139, 1161, 189]
notice-court: মোকাম ঃ যুগ্ম জেলা জজ, অর্থঋণ আদালত নং-২, ঢাকা। bbox=[127, 1338, 334, 1348]
notice-defendant: 1. S. M. Amirul Islam, Son of S. M. Munirul Islam, 40/F (3rd Floor), Dilu Road, New Eskaton, Dhaka. 2. Nafiz Mahmud Heerna, Son of Md. Abdul Khalek, Dhaka. bbox=[1151, 2013, 1501, 2033]
notice-role: —Judgment debtors. bbox=[1434, 1712, 1501, 1721]
notice-law: অর্থঋণ আদালত আইন ২০০৩ এর ৫০ ধারা বিধান মোতাবেক bbox=[866, 1577, 1045, 1586]
margin-code-left: ডি-৮৩৫৩/২৪ bbox=[35, 1425, 43, 1464]
header-rule bbox=[50, 114, 1505, 116]
lead-bottom-rule bbox=[439, 1087, 1507, 1088]
notice-role: —Decree holder. bbox=[706, 2244, 760, 2253]
notice-plaintiff: BRAC BANK PLC, Head Office: Anik Tower, 220/B, Tejgaon Gulshan Link Road, Tejgaon I/A, Dhaka-1208. bbox=[56, 1368, 406, 1388]
notice-case-number: অর্থজারী মোকদ্দমা নং-১০৯৯/২০২৩ bbox=[896, 1352, 1016, 1361]
notice-court: মোকাম ঃ যুগ্ম জেলা জজ, অর্থঋণ আদালত নং-২, ঢাকা। bbox=[852, 2192, 1059, 2202]
notice-versus: VERSUS bbox=[214, 1399, 247, 1409]
notice-court: মোকাম ঃ যুগ্ম জেলা জজ, অর্থঋণ আদালত নং-২, ঢাকা। bbox=[491, 1953, 698, 1962]
editorial-label: সম্পাদকীয় bbox=[71, 197, 166, 223]
notice-role: —Judgment debtors. bbox=[1434, 2274, 1501, 2284]
notice-versus: VERSUS bbox=[939, 2004, 972, 2013]
notice-versus: VERSUS bbox=[578, 2014, 611, 2024]
notice-role: —Plaintiff. bbox=[1089, 2244, 1126, 2253]
notice-plaintiff: BRAC BANK PLC, Head Office: Anik Tower, 220/B, Tejgaon Gulshan Link Road, Tejgaon, Dhaka-1208. bbox=[785, 2222, 1126, 2242]
notice-heading: ডিক্রিজারী কেন হইবে না তাহার কারণ দর্শানোর নোটিশ bbox=[785, 1924, 1126, 1949]
lead-title-line2: ক্ষতির মুখে বাংলাদেশ bbox=[754, 208, 1123, 257]
notice-role: —Decree holder. bbox=[706, 2005, 760, 2014]
notice-versus: VERSUS bbox=[214, 1688, 247, 1697]
notice-footer: আদেশক্রমে-সেরেস্তাদার, অর্থঋণ আদালত নং-২, ঢাকা। bbox=[1331, 2289, 1501, 2298]
